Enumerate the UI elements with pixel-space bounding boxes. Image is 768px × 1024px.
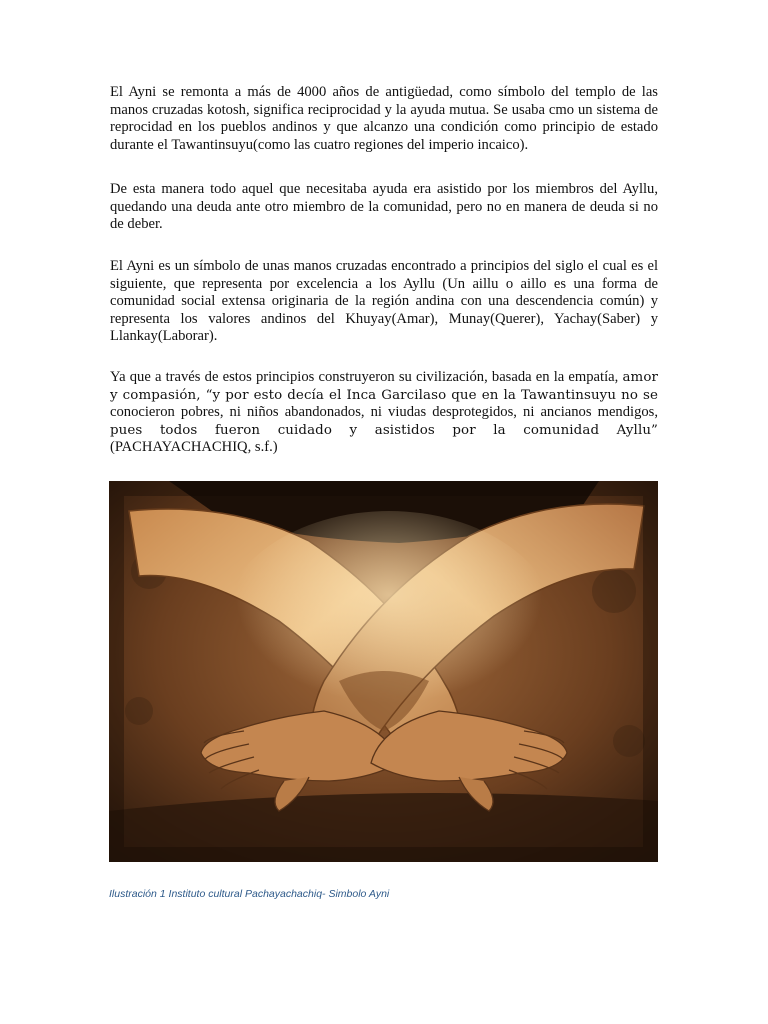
paragraph-2: De esta manera todo aquel que necesitaba ayuda era asistido por los miembros del Ayllu, quedando una deuda ante otro miembro de la comunidad, pero no en manera de deuda si no de deber. bbox=[110, 181, 658, 233]
paragraph-3: El Ayni es un símbolo de unas manos cruzadas encontrado a principios del siglo el cual es el siguiente, que representa por excelencia a los Ayllu (Un aillu o aillo es una forma de comunidad social extensa originaria de la región andina con una descendencia común) y representa los valores andinos del Khuyay(Amar), Munay(Querer), Yachay(Saber) y Llankay(Laborar). bbox=[110, 258, 658, 345]
figure-caption: Ilustración 1 Instituto cultural Pachayachachiq- Simbolo Ayni bbox=[109, 888, 390, 900]
paragraph-4 bbox=[110, 369, 658, 457]
quote-line-1: amor y compasión, “y por esto decía el Inca Garcilaso que en la Tawantinsuyu no se bbox=[110, 370, 658, 403]
crossed-hands-image bbox=[109, 481, 658, 862]
paragraph-4-intro: Ya que a través de estos principios construyeron su civilización, basada en la empatía, bbox=[110, 369, 619, 385]
quote-line-2: conocieron pobres, ni niños abandonados, ni viudas desprotegidos, ni ancianos mendigos, bbox=[110, 404, 658, 421]
paragraph-1: El Ayni se remonta a más de 4000 años de antigüedad, como símbolo del templo de las manos cruzadas kotosh, significa reciprocidad y la ayuda mutua. Se usaba cmo un sistema de reprocidad en los pueblos andinos y que alcanzo una condición como principio de estado durante el Tawantinsuyu(como las cuatro regiones del imperio incaico). bbox=[110, 84, 658, 153]
quote-line-3: pues todos fueron cuidado y asistidos por la comunidad Ayllu” bbox=[110, 422, 658, 438]
citation: (PACHAYACHACHIQ, s.f.) bbox=[110, 439, 278, 456]
